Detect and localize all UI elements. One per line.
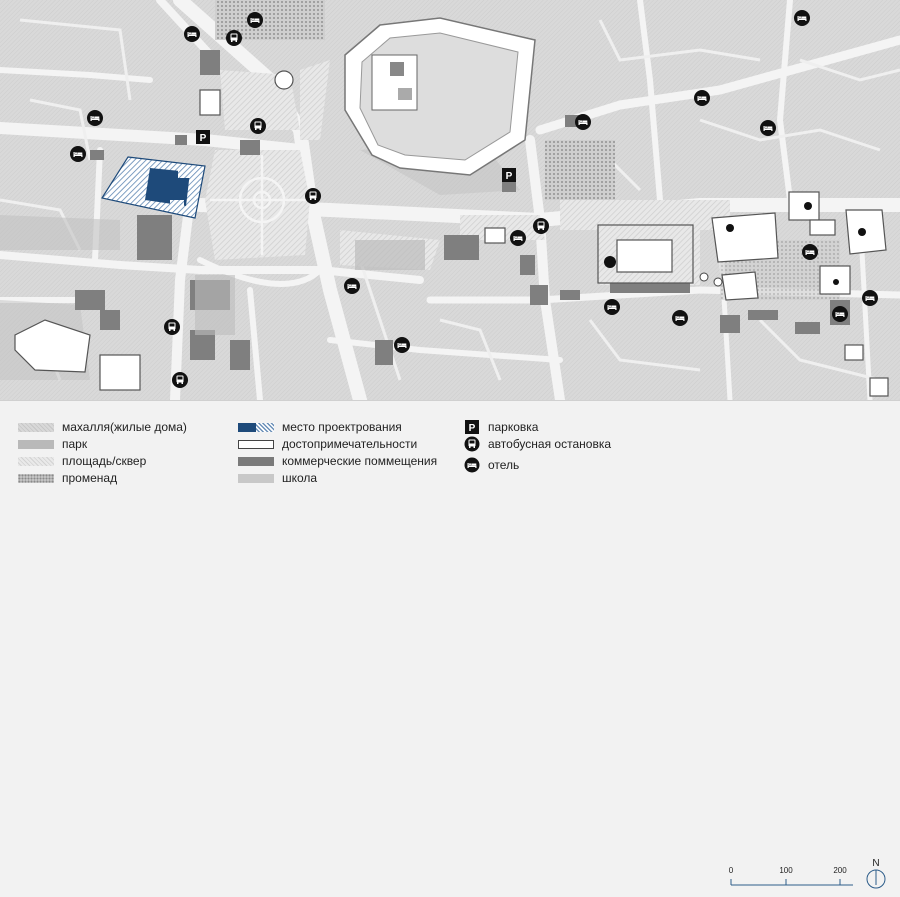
landmark-swatch <box>238 440 274 449</box>
legend-mahalla <box>18 419 187 435</box>
commercial-swatch <box>238 457 274 466</box>
promenade-swatch <box>18 474 54 483</box>
hotel-icon <box>87 110 103 126</box>
legend-label: променад <box>62 471 118 485</box>
legend-hotel <box>464 457 519 473</box>
legend-label: махалля(жилые дома) <box>62 420 187 434</box>
legend-design-site <box>238 419 402 435</box>
hotel-icon <box>604 299 620 315</box>
bus-icon <box>464 436 480 452</box>
legend-parking <box>464 419 538 435</box>
hotel-icon <box>794 10 810 26</box>
hotel-icon <box>70 146 86 162</box>
hotel-icon <box>862 290 878 306</box>
bus-stop-icon <box>172 372 188 388</box>
mahalla-swatch <box>18 423 54 432</box>
legend-school <box>238 470 317 486</box>
bus-stop-icon <box>305 188 321 204</box>
bus-stop-icon <box>250 118 266 134</box>
scale-bar <box>728 863 858 897</box>
legend-label: коммерческие поммещения <box>282 454 438 468</box>
scale-tick-label: 100 <box>779 866 793 875</box>
city-map <box>0 0 900 400</box>
legend-label: отель <box>488 458 520 472</box>
legend-label: парковка <box>488 420 539 434</box>
square-swatch <box>18 457 54 466</box>
legend-park <box>18 436 87 452</box>
north-arrow <box>864 857 888 891</box>
legend-label: автобусная остановка <box>488 437 611 451</box>
legend-label: парк <box>62 437 88 451</box>
park-swatch <box>18 440 54 449</box>
scale-tick-label: 0 <box>728 866 734 875</box>
hotel-icon <box>575 114 591 130</box>
scale-tick-label: 200 <box>833 866 847 875</box>
legend-promenade <box>18 470 117 486</box>
hotel-icon <box>247 12 263 28</box>
legend-landmarks <box>238 436 417 452</box>
design-site-swatch <box>238 423 274 432</box>
legend-square <box>18 453 146 469</box>
map-legend <box>0 400 900 875</box>
hotel-icon <box>832 306 848 322</box>
hotel-bed-icon <box>464 457 480 473</box>
parking-icon <box>464 419 480 435</box>
hotel-icon <box>394 337 410 353</box>
hotel-icon <box>760 120 776 136</box>
parking-icon <box>196 130 210 144</box>
legend-label: площадь/сквер <box>62 454 147 468</box>
north-label: N <box>872 858 880 869</box>
svg-text:P: P <box>199 133 207 144</box>
hotel-icon <box>694 90 710 106</box>
parking-icon <box>502 168 516 182</box>
legend-commercial <box>238 453 437 469</box>
legend-bus-stop <box>464 436 611 452</box>
bus-stop-icon <box>226 30 242 46</box>
hotel-icon <box>802 244 818 260</box>
hotel-icon <box>672 310 688 326</box>
svg-text:P: P <box>505 171 513 182</box>
svg-text:P: P <box>468 423 476 434</box>
legend-label: место проектрования <box>282 420 402 434</box>
hotel-icon <box>184 26 200 42</box>
legend-label: достопримечательности <box>282 437 418 451</box>
legend-label: школа <box>282 471 318 485</box>
bus-stop-icon <box>533 218 549 234</box>
hotel-icon <box>344 278 360 294</box>
bus-stop-icon <box>164 319 180 335</box>
citadel-landmark <box>345 18 535 175</box>
school-swatch <box>238 474 274 483</box>
hotel-icon <box>510 230 526 246</box>
